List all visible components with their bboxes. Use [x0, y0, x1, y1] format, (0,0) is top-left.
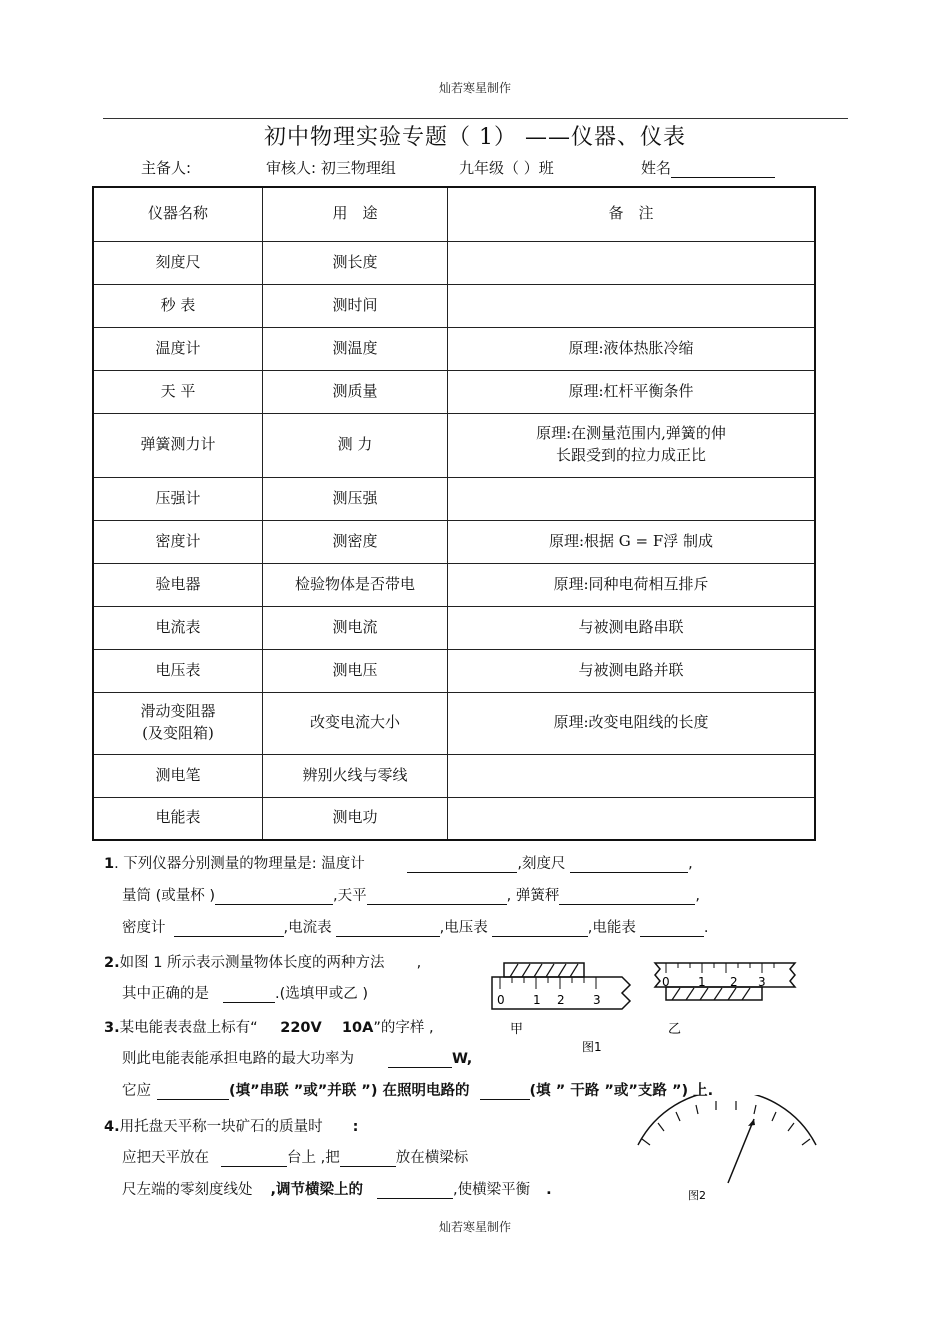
- row-use: 测时间: [263, 284, 448, 327]
- question-3-line-2: [122, 1047, 472, 1068]
- figure-2-balance-dial: [630, 1095, 820, 1205]
- row-note: [448, 797, 816, 840]
- table-row: [93, 477, 815, 520]
- answer-blank-ammeter[interactable]: [336, 922, 440, 937]
- row-note: 原理:在测量范围内,弹簧的伸 长跟受到的拉力成正比: [448, 413, 816, 477]
- row-name: 温度计: [93, 327, 263, 370]
- table-row: [93, 692, 815, 754]
- question-text: ,电能表: [587, 920, 636, 936]
- row-use: 测密度: [263, 520, 448, 563]
- question-number: 4.: [104, 1119, 120, 1135]
- instrument-table: [92, 186, 816, 841]
- question-text: 某电能表表盘上标有“: [119, 1020, 258, 1036]
- question-text: 放在横梁标: [395, 1150, 469, 1166]
- page-footer: 灿若寒星制作: [438, 1220, 511, 1234]
- answer-blank-circuit-position[interactable]: [480, 1085, 530, 1100]
- question-text: ,天平: [333, 888, 367, 904]
- table-row: [93, 754, 815, 797]
- object-block-yi: [666, 987, 762, 1000]
- question-4-line-3: [122, 1178, 552, 1199]
- row-use: 测电压: [263, 649, 448, 692]
- row-use: 改变电流大小: [263, 692, 448, 754]
- table-row: [93, 413, 815, 477]
- answer-blank-rider[interactable]: [340, 1152, 396, 1167]
- question-text: , 弹簧秤: [506, 888, 560, 904]
- row-use: 测质量: [263, 370, 448, 413]
- tick-label: 0: [497, 993, 505, 1007]
- question-2-line-2: [122, 982, 368, 1003]
- question-text: 则此电能表能承担电路的最大功率为: [122, 1051, 354, 1067]
- question-text: ,: [416, 955, 422, 971]
- object-block-jia: [504, 963, 584, 977]
- question-text: .: [546, 1182, 552, 1198]
- question-1-line-2: [122, 884, 700, 905]
- tick-label: 3: [593, 993, 601, 1007]
- row-use: 测 力: [263, 413, 448, 477]
- header-note: 备 注: [448, 187, 816, 241]
- header-rule: [103, 118, 848, 119]
- tick-label: 2: [730, 975, 738, 989]
- page-header: 灿若寒星制作: [438, 81, 511, 95]
- row-name: 弹簧测力计: [93, 413, 263, 477]
- tick-label: 1: [698, 975, 706, 989]
- row-name: 电压表: [93, 649, 263, 692]
- question-text: 应把天平放在: [122, 1150, 209, 1166]
- row-name: 电流表: [93, 606, 263, 649]
- question-text: 其中正确的是: [122, 986, 209, 1002]
- name-blank[interactable]: [671, 160, 775, 178]
- answer-blank-thermometer[interactable]: [407, 858, 517, 873]
- question-text: :: [352, 1119, 359, 1135]
- table-row: [93, 327, 815, 370]
- row-note: 原理:根据 G = F浮 制成: [448, 520, 816, 563]
- table-row: [93, 241, 815, 284]
- question-text: ,电压表: [439, 920, 488, 936]
- question-text: 如图 1 所示表示测量物体长度的两种方法: [119, 955, 385, 971]
- table-row: [93, 520, 815, 563]
- table-row: [93, 649, 815, 692]
- question-number: 1: [104, 856, 115, 872]
- row-name: 刻度尺: [93, 241, 263, 284]
- answer-blank-energy-meter[interactable]: [640, 922, 704, 937]
- answer-blank-hydrometer[interactable]: [174, 922, 284, 937]
- question-text: ”的字样 ,: [373, 1020, 434, 1036]
- answer-blank-ruler[interactable]: [570, 858, 688, 873]
- table-row: [93, 370, 815, 413]
- question-text: (填 ” 干路 ”或”支路 ”) 上.: [529, 1083, 714, 1099]
- row-use: 测电流: [263, 606, 448, 649]
- row-note: [448, 241, 816, 284]
- question-1-line-1: [104, 852, 693, 873]
- question-text: .(选填甲或乙 ): [275, 986, 369, 1002]
- tick-label: 3: [758, 975, 766, 989]
- row-name: 天 平: [93, 370, 263, 413]
- balance-pointer: [728, 1119, 754, 1183]
- name-field[interactable]: [641, 157, 775, 178]
- figure-caption: 图1: [582, 1040, 602, 1054]
- question-1-line-3: [122, 916, 708, 937]
- question-text: 用托盘天平称一块矿石的质量时: [119, 1119, 323, 1135]
- question-text: ,使横梁平衡: [453, 1182, 531, 1198]
- ruler-jia: [492, 963, 630, 1009]
- row-name: 测电笔: [93, 754, 263, 797]
- question-text: (填”串联 ”或”并联 ”) 在照明电路的: [229, 1083, 470, 1099]
- row-name: 滑动变阻器 (及变阻箱): [93, 692, 263, 754]
- question-number: 3.: [104, 1020, 120, 1036]
- question-text: 台上 ,把: [287, 1150, 340, 1166]
- reviewer-label: 审核人: 初三物理组: [266, 159, 396, 177]
- question-text: . 下列仪器分别测量的物理量是: 温度计: [114, 856, 365, 872]
- table-row: [93, 797, 815, 840]
- row-note: 原理:液体热胀冷缩: [448, 327, 816, 370]
- answer-blank-connection[interactable]: [157, 1085, 229, 1100]
- question-text: 它应: [122, 1083, 151, 1099]
- meter-rating: 220V 10A: [280, 1020, 374, 1036]
- row-name: 验电器: [93, 563, 263, 606]
- question-4-line-1: [104, 1115, 358, 1136]
- answer-blank-balance[interactable]: [367, 890, 507, 905]
- row-use: 测温度: [263, 327, 448, 370]
- row-note: [448, 754, 816, 797]
- answer-blank-voltmeter[interactable]: [492, 922, 588, 937]
- page-title: 初中物理实验专题（ 1） ——仪器、仪表: [264, 125, 686, 150]
- row-use: 辨别火线与零线: [263, 754, 448, 797]
- answer-blank-method[interactable]: [223, 988, 275, 1003]
- row-note: 原理:改变电阻线的长度: [448, 692, 816, 754]
- header-name: 仪器名称: [93, 187, 263, 241]
- answer-blank-spring-scale[interactable]: [559, 890, 695, 905]
- row-note: 与被测电路并联: [448, 649, 816, 692]
- preparer-label: 主备人:: [141, 159, 192, 177]
- row-note: 与被测电路串联: [448, 606, 816, 649]
- question-text: ,电流表: [283, 920, 332, 936]
- answer-blank-max-power[interactable]: [388, 1053, 452, 1068]
- answer-blank-table[interactable]: [221, 1152, 287, 1167]
- question-number: 2.: [104, 955, 120, 971]
- question-3-line-3: [122, 1079, 713, 1100]
- question-text: ,调节横梁上的: [270, 1182, 364, 1198]
- tick-label: 0: [662, 975, 670, 989]
- question-text: .: [703, 920, 709, 936]
- row-use: 测电功: [263, 797, 448, 840]
- table-row: [93, 606, 815, 649]
- row-note: [448, 477, 816, 520]
- question-3-line-1: [104, 1016, 434, 1037]
- table-row: [93, 563, 815, 606]
- label-jia: 甲: [510, 1022, 524, 1037]
- tick-label: 1: [533, 993, 541, 1007]
- table-row: [93, 284, 815, 327]
- question-text: W,: [452, 1051, 473, 1067]
- question-2-line-1: [104, 951, 421, 972]
- question-text: 量筒 (或量杯 ): [122, 888, 216, 904]
- question-text: ,刻度尺: [517, 856, 566, 872]
- row-use: 检验物体是否带电: [263, 563, 448, 606]
- row-name: 电能表: [93, 797, 263, 840]
- row-use: 测压强: [263, 477, 448, 520]
- answer-blank-nut[interactable]: [377, 1184, 453, 1199]
- figure-1-ruler-diagram: [490, 955, 810, 1060]
- question-text: 密度计: [122, 920, 166, 936]
- answer-blank-cylinder[interactable]: [215, 890, 333, 905]
- row-name: 密度计: [93, 520, 263, 563]
- question-text: ,: [695, 888, 700, 904]
- name-label: 姓名: [641, 159, 672, 177]
- ruler-yi: [655, 963, 795, 1000]
- question-text: ,: [688, 856, 693, 872]
- row-note: 原理:同种电荷相互排斥: [448, 563, 816, 606]
- label-yi: 乙: [668, 1022, 682, 1037]
- row-use: 测长度: [263, 241, 448, 284]
- table-header-row: [93, 187, 815, 241]
- row-name: 压强计: [93, 477, 263, 520]
- figure-caption: 图2: [688, 1189, 706, 1202]
- question-4-line-2: [122, 1146, 468, 1167]
- tick-label: 2: [557, 993, 565, 1007]
- row-note: 原理:杠杆平衡条件: [448, 370, 816, 413]
- row-name: 秒 表: [93, 284, 263, 327]
- row-note: [448, 284, 816, 327]
- header-use: 用 途: [263, 187, 448, 241]
- grade-label: 九年级（ ）班: [459, 159, 554, 177]
- question-text: 尺左端的零刻度线处: [122, 1182, 253, 1198]
